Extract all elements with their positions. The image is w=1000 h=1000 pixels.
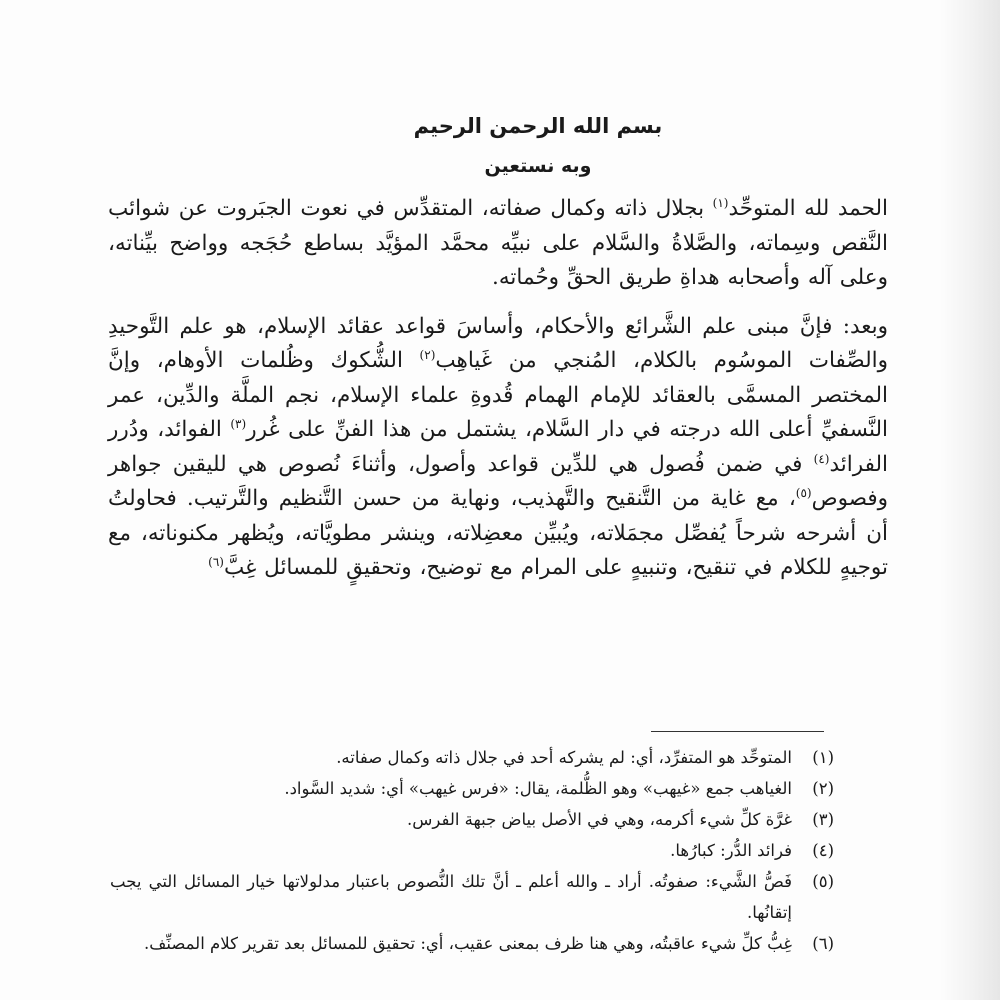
footnote-number: (٦) [812,934,834,953]
paragraph-text: ، مع غاية من التَّنقيح والتَّهذيب، ونهاية من حسن التَّنظيم والتَّرتيب. فحاولتُ أن أشرحه شرحاً يُفصِّل مجمَلاته، ويُبيِّن معضِلاته، وينشر مطويَّاته، ويُظهر مكنوناته، مع توجيهٍ للكلام في تنقيح، وتنبيهٍ على المرام مع توضيح، وتحقيقٍ للمسائل غِبَّ [108,486,888,580]
paragraph-introduction [108,310,888,586]
footnote-text: غِبُّ كلِّ شيء عاقبتُه، وهي هنا ظرف بمعنى عقيب، أي: تحقيق للمسائل بعد تقرير كلام المصنِّف. [144,934,792,953]
footnote-text: فَصُّ الشَّيء: صفوتُه. أراد ـ والله أعلم ـ أنَّ تلك النُّصوص باعتبار مدلولاتها خيار المسائل التي يجب إتقانُها. [110,872,792,922]
paragraph-opening-praise [108,192,888,296]
footnote-text: غرَّة كلِّ شيء أكرمه، وهي في الأصل بياض جبهة الفرس. [406,810,792,829]
paragraph-text: الحمد لله المتوحِّد [728,196,889,221]
footnote-number: (٥) [812,872,834,891]
footnote-number: (٣) [812,810,834,829]
page-edge-shadow [940,0,1000,1000]
subheading: وبه نستعين [484,155,592,177]
footnote-item [110,804,834,835]
footnote-text: فرائد الدُّر: كبارُها. [670,841,792,860]
footnotes-block [110,742,834,959]
footnote-text: الغياهب جمع «غيهب» وهو الظُّلمة، يقال: «فرس غيهب» أي: شديد السَّواد. [284,779,792,798]
paragraph-text: وبعد: فإنَّ مبنى علم الشَّرائع والأحكام، وأساسَ قواعد عقائد الإسلام، هو علم التَّوحيدِ والصِّفات الموسُوم بالكلام، المُنجي من غَياهِب [108,313,888,373]
main-text-block [108,108,888,586]
footnote-item [110,773,834,804]
footnote-item [110,742,834,773]
footnote-item [110,928,834,959]
footnote-separator-rule [651,731,824,732]
footnote-reference[interactable]: (١) [712,195,729,210]
footnote-reference[interactable]: (٤) [813,451,830,466]
footnote-number: (١) [812,748,834,767]
footnote-reference[interactable]: (٢) [419,347,436,362]
footnote-number: (٢) [812,779,834,798]
paragraph-text: الفوائد، ودُرر الفرائد [108,417,888,477]
paragraph-spacer [108,296,888,310]
paragraph-text: بجلال ذاته وكمال صفاته، المتقدِّس في نعوت الجبَروت عن شوائب النَّقص وسِماته، والصَّلاةُ والسَّلام على نبيِّه محمَّد المؤيَّد بساطع حُجَجه وواضح بيِّناته، وعلى آله وأصحابه هداةِ طريق الحقِّ وحُماته. [108,196,888,290]
paragraph-text: الشُّكوك وظُلمات الأوهام، وإنَّ المختصر المسمَّى بالعقائد للإمام الهمام قُدوةِ علماء الإسلام، نجم الملَّة والدِّين، عمر النَّسفيِّ أعلى الله درجته في دار السَّلام، يشتمل من هذا الفنِّ على غُرر [108,348,888,442]
footnote-number: (٤) [812,841,834,860]
footnote-item [110,835,834,866]
footnote-reference[interactable]: (٦) [208,554,224,569]
footnote-text: المتوحِّد هو المتفرِّد، أي: لم يشركه أحد في جلال ذاته وكمال صفاته. [336,748,792,767]
paragraph-text: في ضمن فُصول هي للدِّين قواعد وأصول، وأثناءَ نُصوص هي لليقين جواهر وفصوص [108,451,889,511]
footnote-reference[interactable]: (٥) [795,485,812,500]
basmala-heading: بسم الله الرحمن الرحيم [413,114,663,138]
footnote-item [110,866,834,928]
footnote-reference[interactable]: (٣) [230,416,247,431]
